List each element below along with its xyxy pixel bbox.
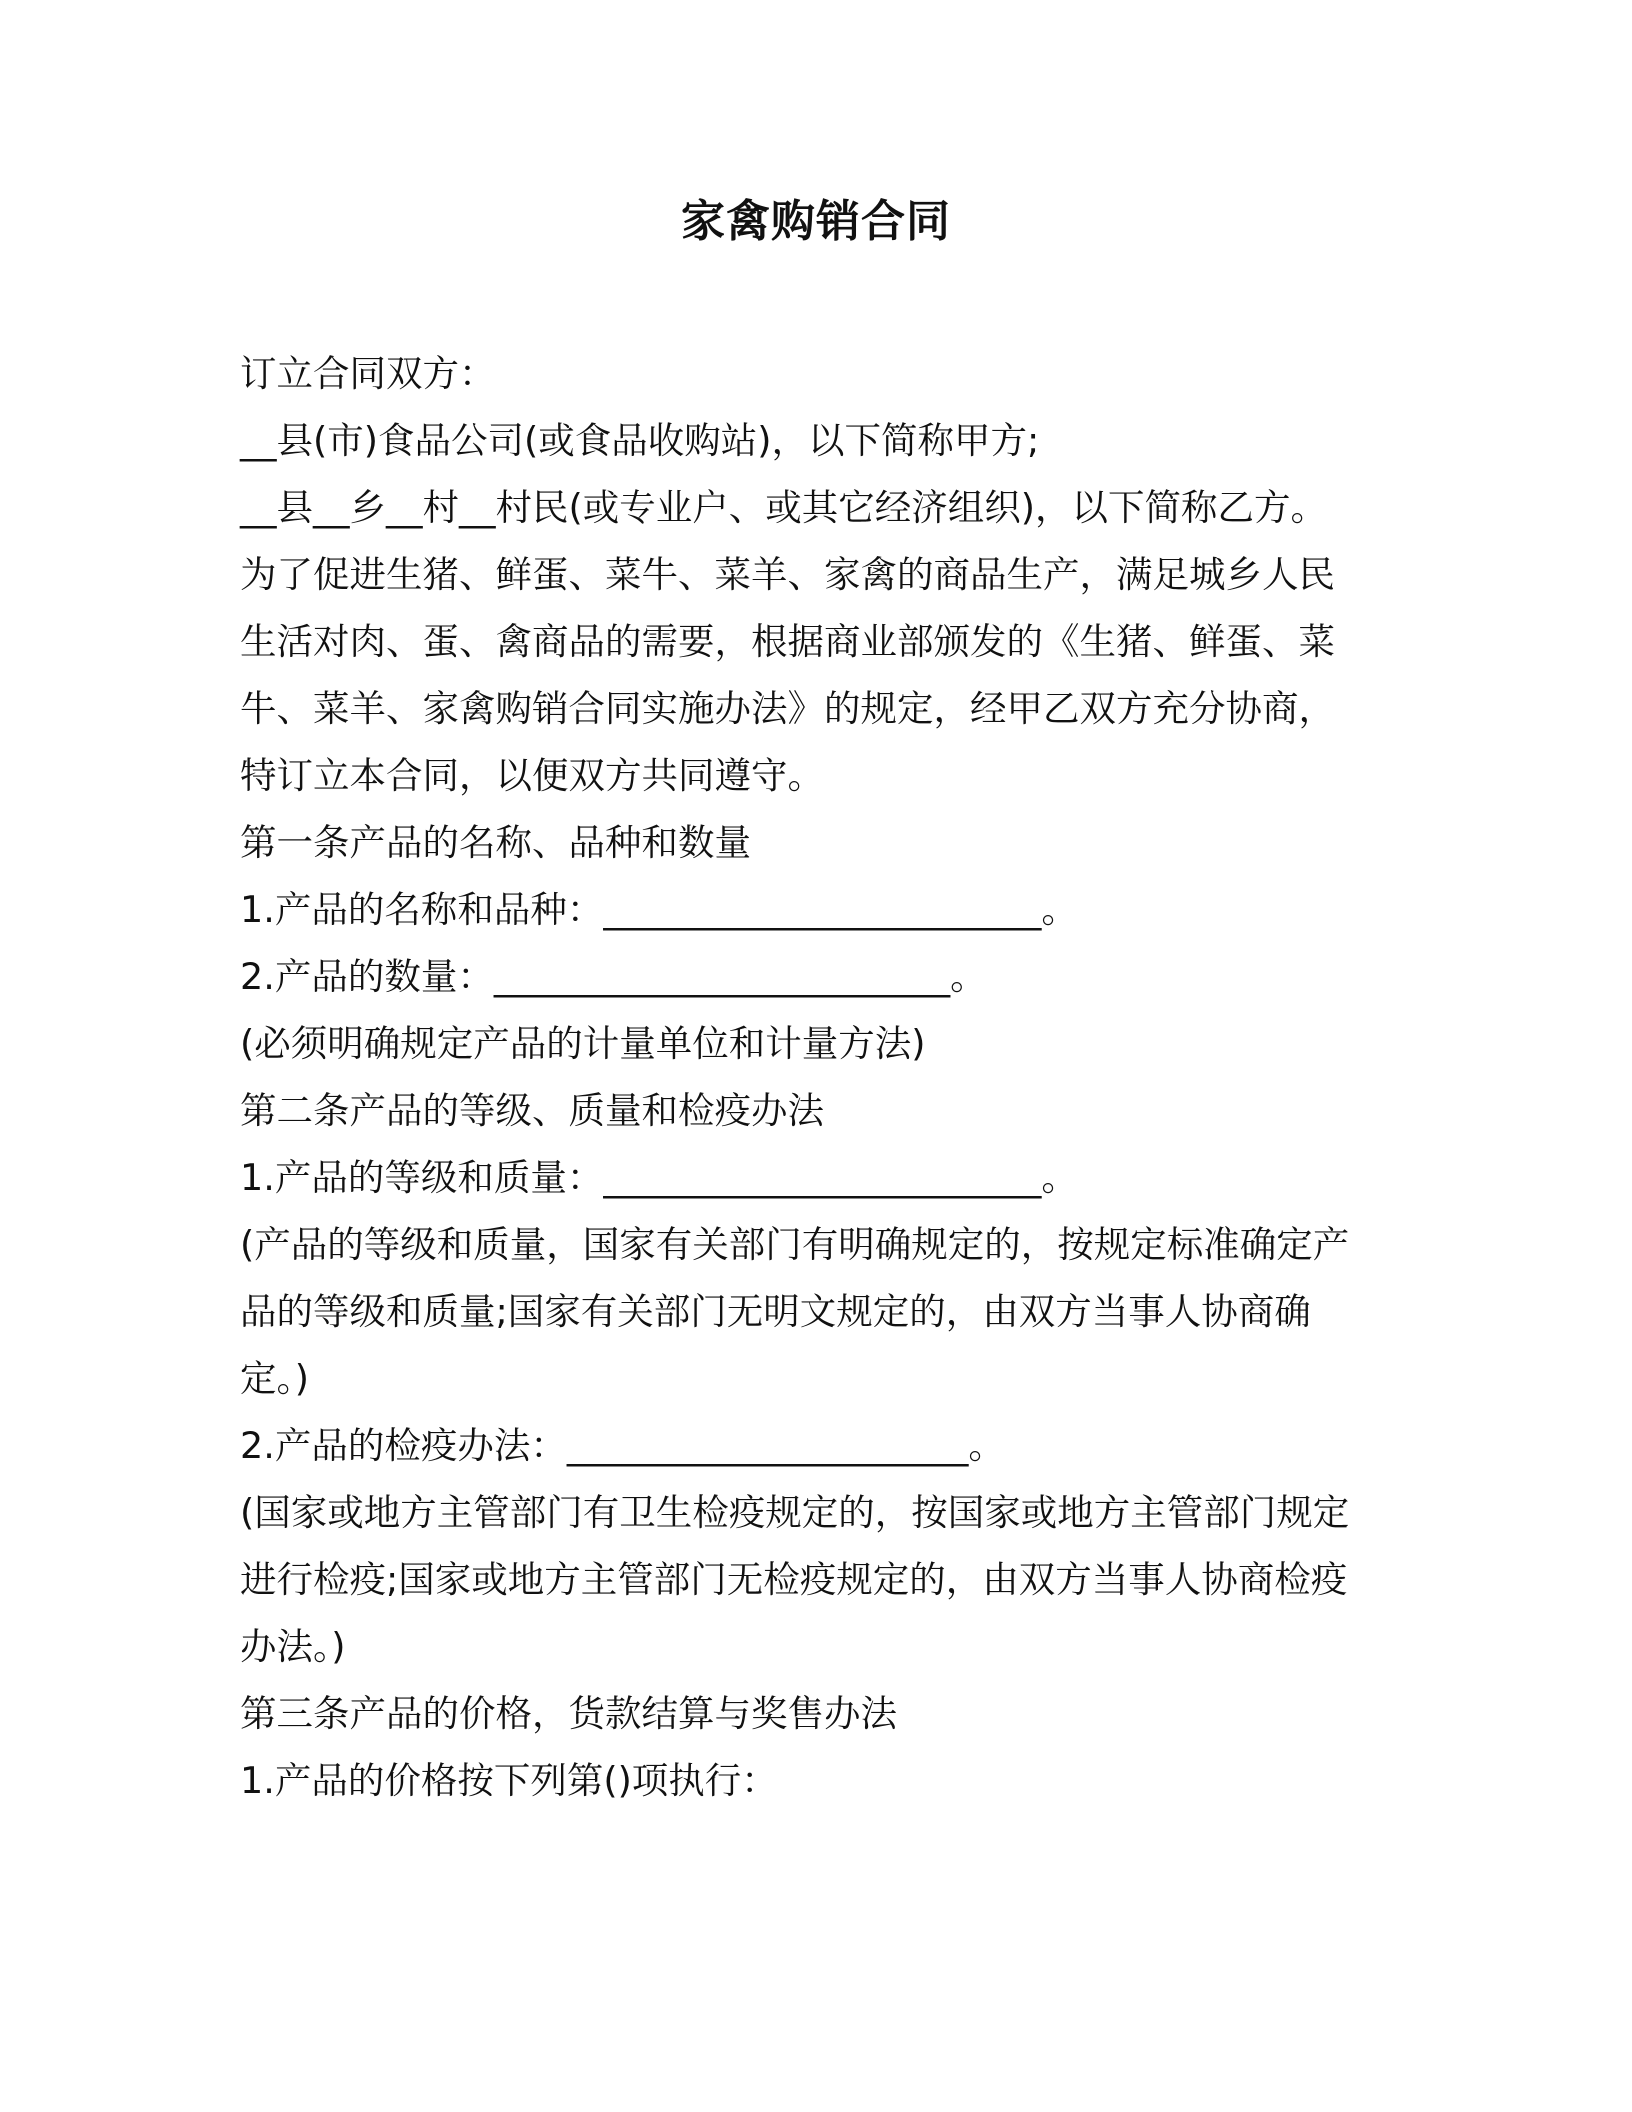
- preamble-line: 为了促进生猪、鲜蛋、菜牛、菜羊、家禽的商品生产，满足城乡人民: [240, 553, 1335, 596]
- preamble-line: 生活对肉、蛋、禽商品的需要，根据商业部颁发的《生猪、鲜蛋、菜: [240, 620, 1335, 663]
- article-2-item-1: 1.产品的等级和质量：________________________。: [240, 1156, 1078, 1199]
- article-2-note-2: (国家或地方主管部门有卫生检疫规定的，按国家或地方主管部门规定: [240, 1491, 1350, 1534]
- parties-heading: 订立合同双方：: [240, 352, 496, 395]
- article-1-item-2: 2.产品的数量：_________________________。: [240, 955, 987, 998]
- preamble-line: 牛、菜羊、家禽购销合同实施办法》的规定，经甲乙双方充分协商，: [240, 687, 1335, 730]
- article-3-heading: 第三条产品的价格，货款结算与奖售办法: [240, 1692, 897, 1735]
- article-3-item-1: 1.产品的价格按下列第()项执行：: [240, 1759, 778, 1802]
- article-2-heading: 第二条产品的等级、质量和检疫办法: [240, 1089, 824, 1132]
- preamble-line: 特订立本合同，以便双方共同遵守。: [240, 754, 824, 797]
- article-1-note: (必须明确规定产品的计量单位和计量方法): [240, 1022, 926, 1065]
- article-2-item-2: 2.产品的检疫办法：______________________。: [240, 1424, 1005, 1467]
- article-1-heading: 第一条产品的名称、品种和数量: [240, 821, 751, 864]
- article-2-note-1: 品的等级和质量;国家有关部门无明文规定的，由双方当事人协商确: [240, 1290, 1311, 1333]
- document-title: 家禽购销合同: [681, 196, 951, 247]
- article-2-note-2: 进行检疫;国家或地方主管部门无检疫规定的，由双方当事人协商检疫: [240, 1558, 1348, 1601]
- document-body: [240, 340, 1390, 1814]
- article-2-note-1: (产品的等级和质量，国家有关部门有明确规定的，按规定标准确定产: [240, 1223, 1350, 1266]
- article-2-note-1: 定。): [240, 1357, 309, 1400]
- article-1-item-1: 1.产品的名称和品种：________________________。: [240, 888, 1078, 931]
- party-a-line: __县(市)食品公司(或食品收购站)，以下简称甲方;: [240, 419, 1040, 462]
- article-2-note-2: 办法。): [240, 1625, 346, 1668]
- party-b-line: __县__乡__村__村民(或专业户、或其它经济组织)，以下简称乙方。: [240, 486, 1327, 529]
